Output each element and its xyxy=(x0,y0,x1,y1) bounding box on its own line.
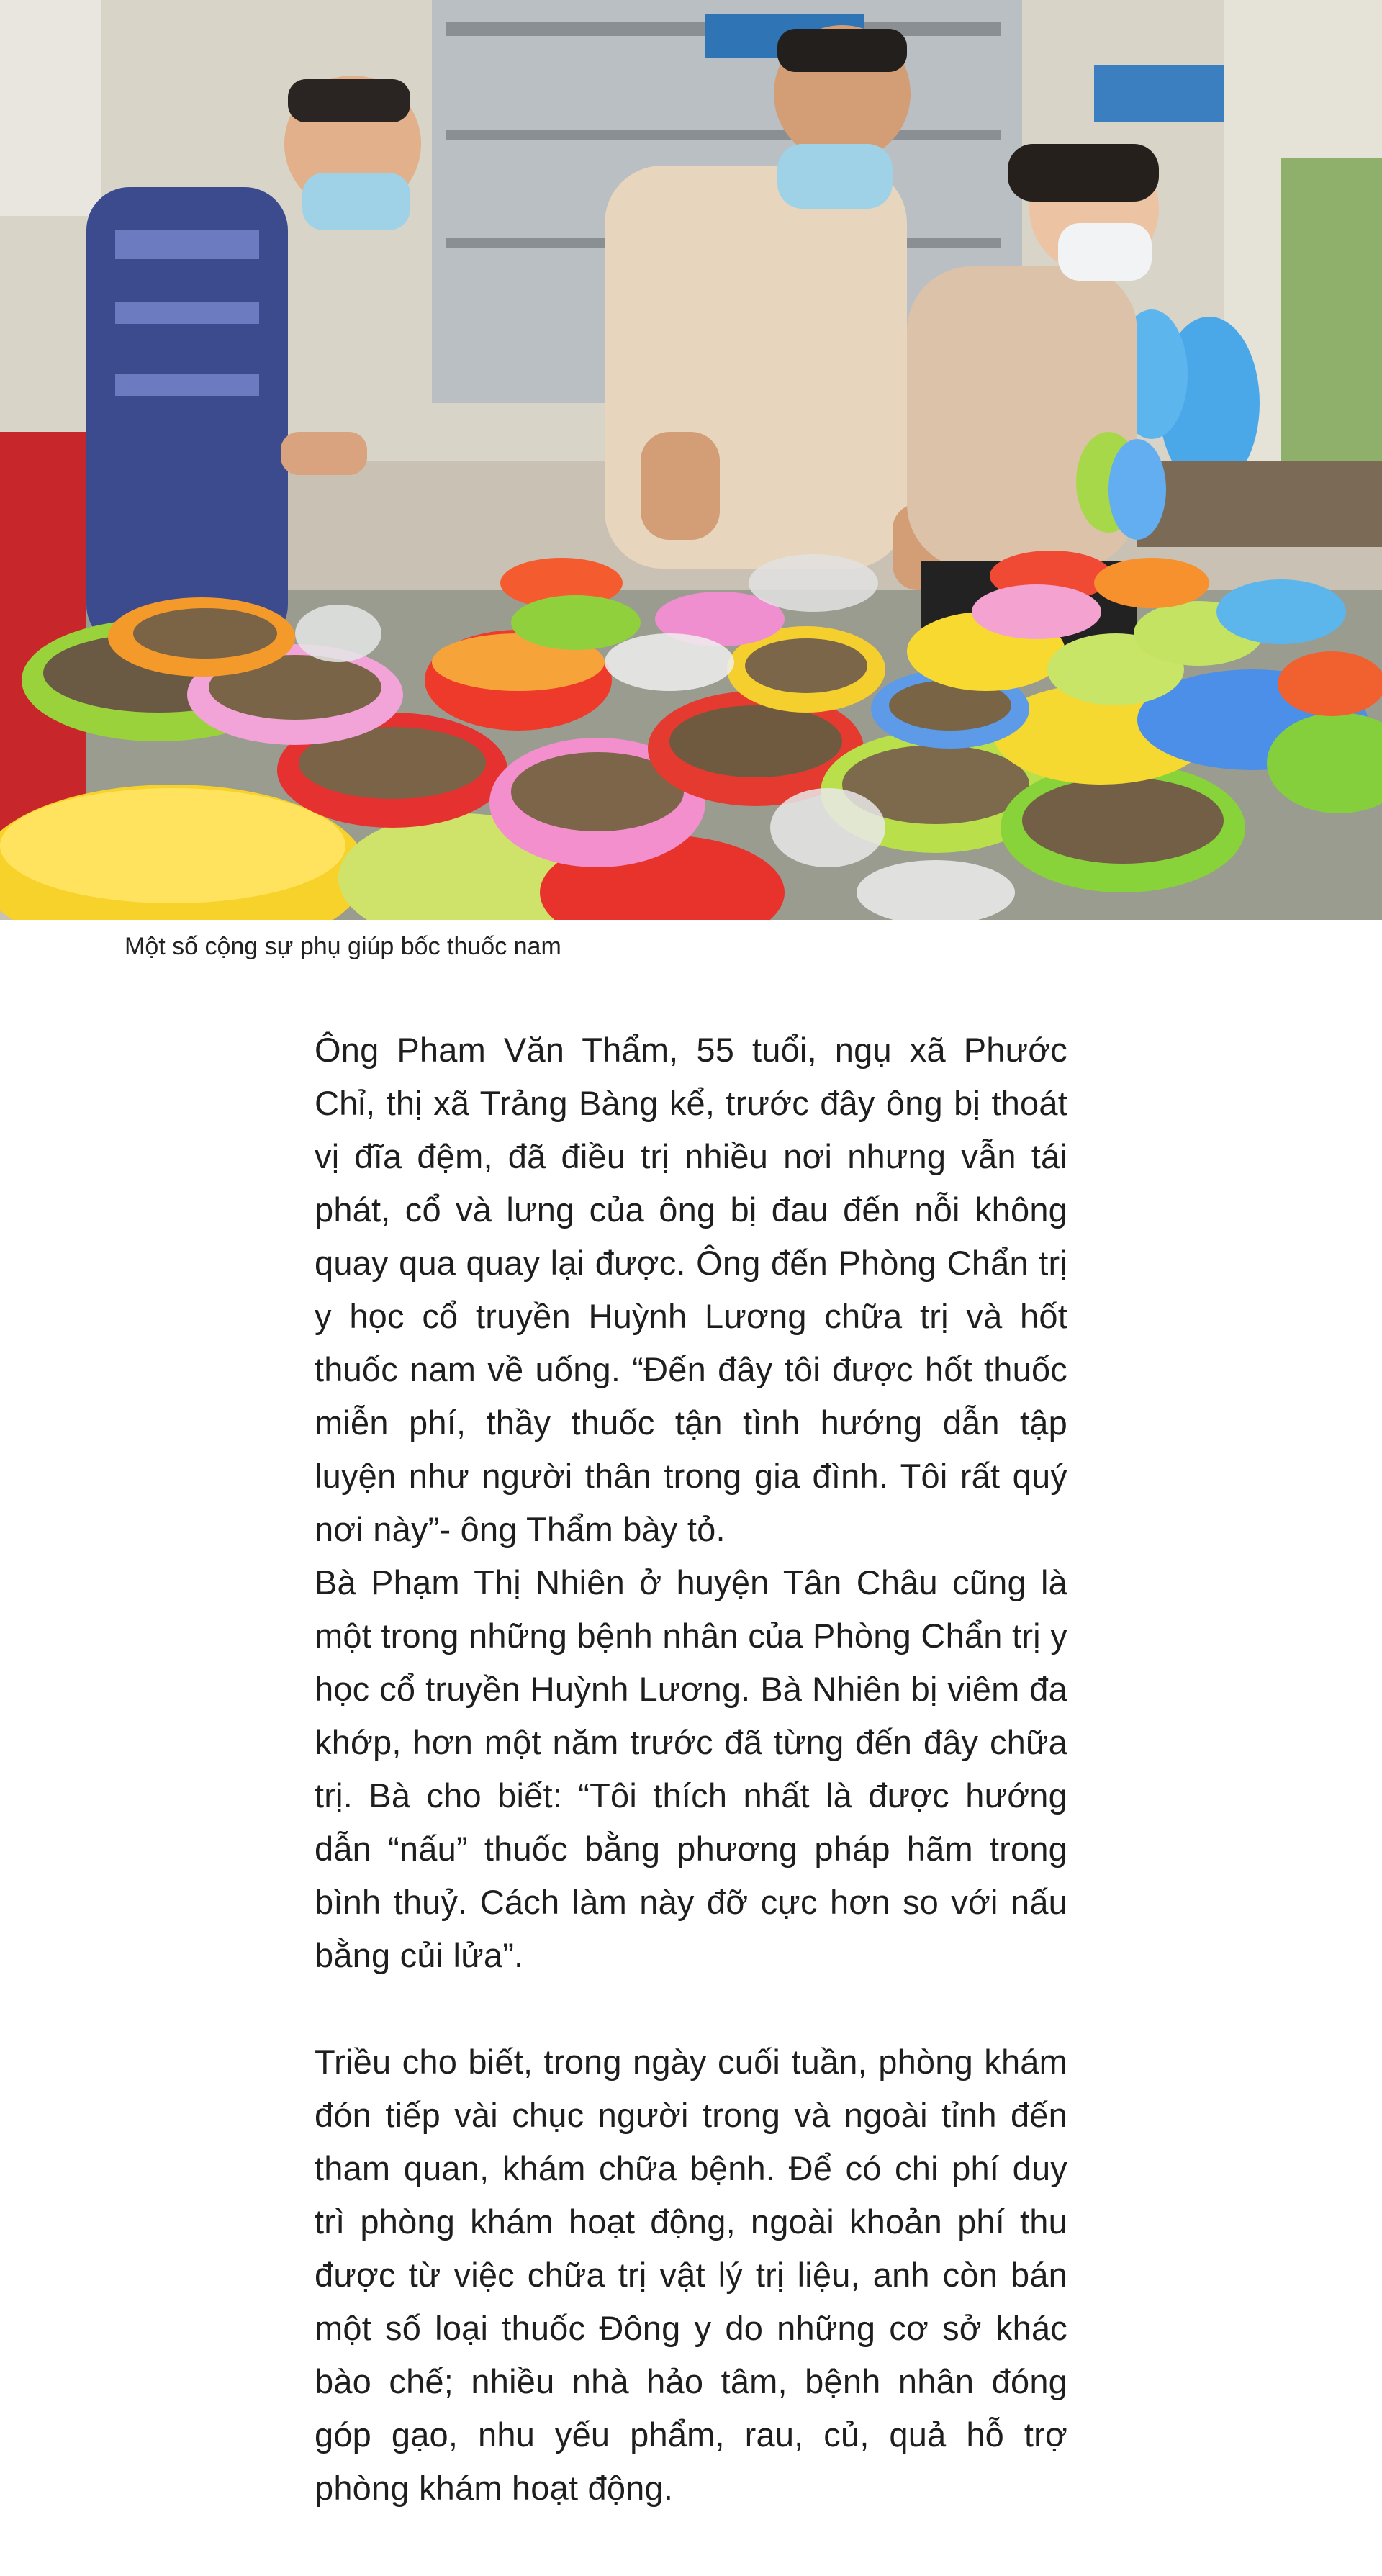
article-photo xyxy=(0,0,1382,920)
article-paragraph: Ông Pham Văn Thẩm, 55 tuổi, ngụ xã Phước Chỉ, thị xã Trảng Bàng kể, trước đây ông bị thoát vị đĩa đệm, đã điều trị nhiều nơi nhưng vẫn tái phát, cổ và lưng của ông bị đau đến nỗi không quay qua quay lại được. Ông đến Phòng Chẩn trị y học cổ truyền Huỳnh Lương chữa trị và hốt thuốc nam về uống. “Đến đây tôi được hốt thuốc miễn phí, thầy thuốc tận tình hướng dẫn tập luyện như người thân trong gia đình. Tôi rất quý nơi này”- ông Thẩm bày tỏ. xyxy=(315,1031,1067,1548)
article-body xyxy=(315,1023,1067,2515)
article-paragraph: Bà Phạm Thị Nhiên ở huyện Tân Châu cũng là một trong những bệnh nhân của Phòng Chẩn trị y học cổ truyền Huỳnh Lương. Bà Nhiên bị viêm đa khớp, hơn một năm trước đã từng đến đây chữa trị. Bà cho biết: “Tôi thích nhất là được hướng dẫn “nấu” thuốc bằng phương pháp hãm trong bình thuỷ. Cách làm này đỡ cực hơn so với nấu bằng củi lửa”. xyxy=(315,1563,1067,1974)
article-paragraph: Triều cho biết, trong ngày cuối tuần, phòng khám đón tiếp vài chục người trong và ngoài tỉnh đến tham quan, khám chữa bệnh. Để có chi phí duy trì phòng khám hoạt động, ngoài khoản phí thu được từ việc chữa trị vật lý trị liệu, anh còn bán một số loại thuốc Đông y do những cơ sở khác bào chế; nhiều nhà hảo tâm, bệnh nhân đóng góp gạo, nhu yếu phẩm, rau, củ, quả hỗ trợ phòng khám hoạt động. xyxy=(315,2043,1067,2507)
photo-caption: Một số cộng sự phụ giúp bốc thuốc nam xyxy=(125,933,561,960)
